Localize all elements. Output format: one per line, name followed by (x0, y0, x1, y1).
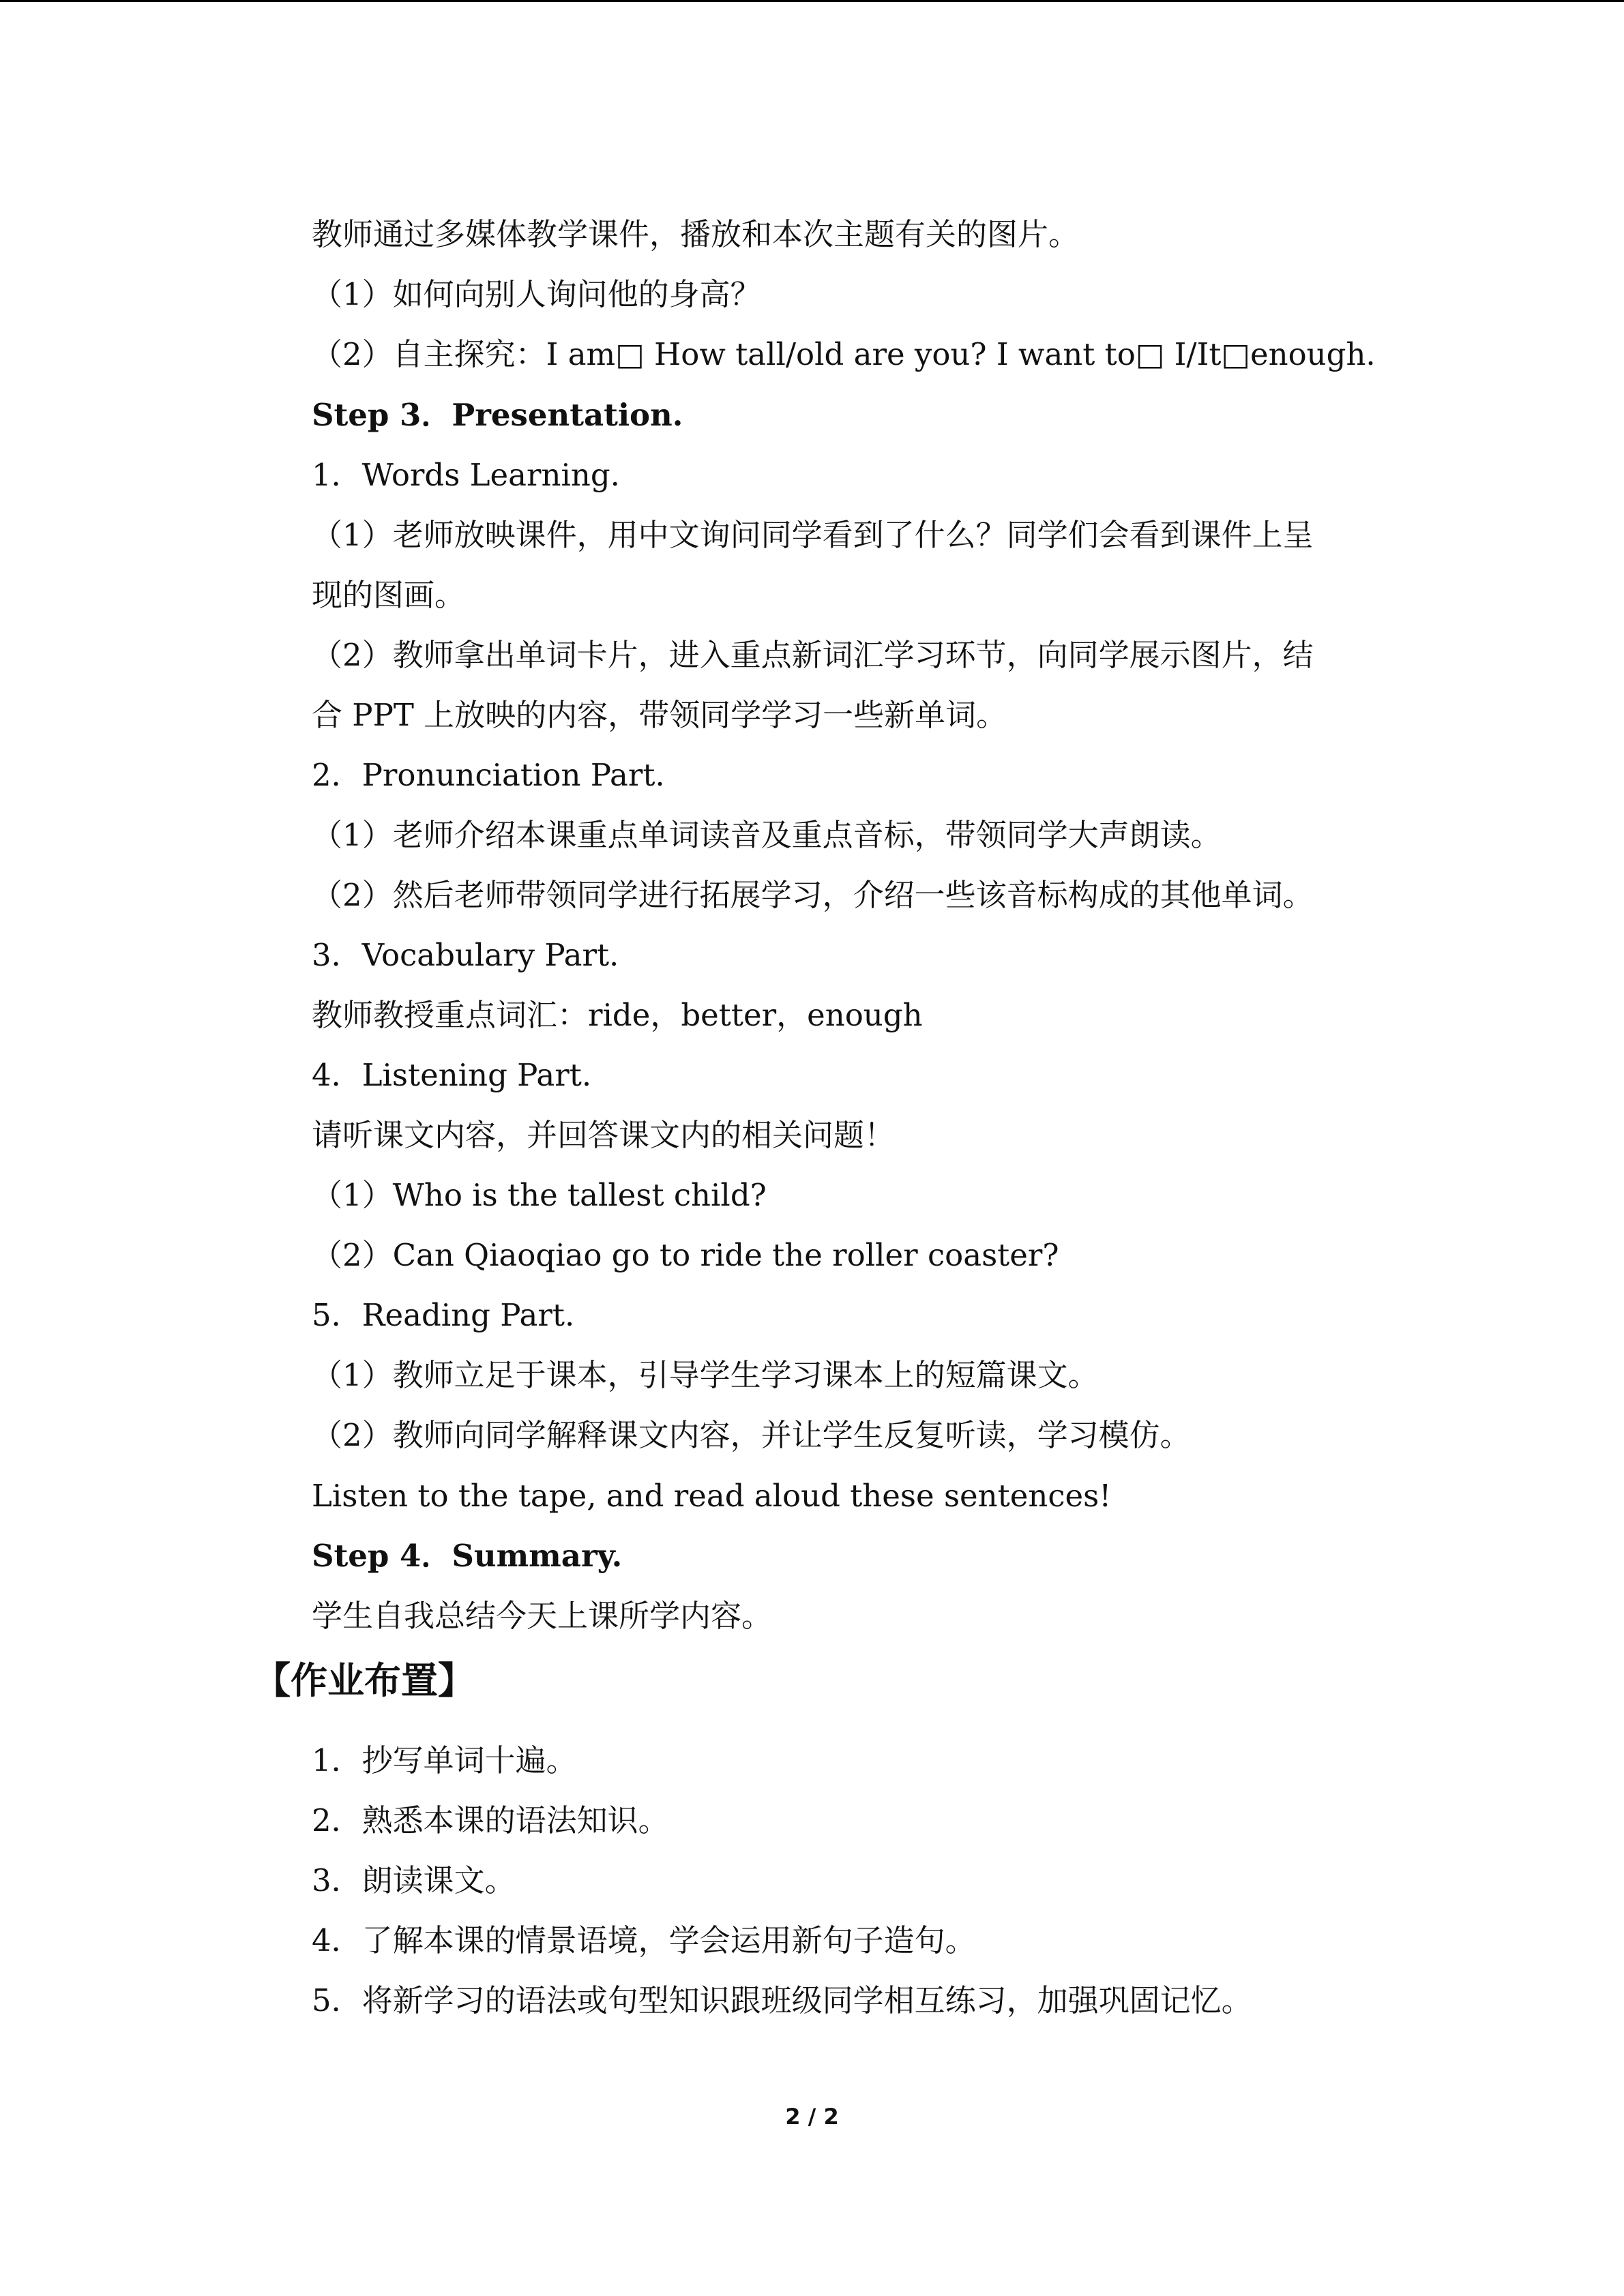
homework-item: 3．朗读课文。 (312, 1862, 516, 1898)
page-top-border (0, 0, 1624, 2)
homework-item: 5．将新学习的语法或句型知识跟班级同学相互练习，加强巩固记忆。 (312, 1982, 1252, 2018)
text-line: 5．Reading Part. (312, 1297, 575, 1333)
text-line: （2）然后老师带领同学进行拓展学习，介绍一些该音标构成的其他单词。 (312, 877, 1314, 913)
text-line: 合 PPT 上放映的内容，带领同学学习一些新单词。 (312, 697, 1007, 733)
page-number: 2 / 2 (785, 2104, 839, 2130)
text-line: （1）教师立足于课本，引导学生学习课本上的短篇课文。 (312, 1357, 1099, 1393)
text-line: 现的图画。 (312, 577, 466, 613)
text-line: （1）老师放映课件，用中文询问同学看到了什么？同学们会看到课件上呈 (312, 517, 1314, 553)
text-line: （2）Can Qiaoqiao go to ride the roller coaster? (312, 1237, 1059, 1273)
text-line: 2．Pronunciation Part. (312, 757, 665, 793)
homework-item: 1．抄写单词十遍。 (312, 1742, 577, 1778)
text-line: 教师教授重点词汇：ride，better，enough (312, 997, 923, 1033)
text-line: 请听课文内容，并回答课文内的相关问题！ (312, 1117, 896, 1153)
homework-item: 4．了解本课的情景语境，学会运用新句子造句。 (312, 1922, 976, 1958)
text-line: Listen to the tape, and read aloud these sentences! (312, 1478, 1112, 1514)
text-line: （2）教师向同学解释课文内容，并让学生反复听读，学习模仿。 (312, 1417, 1191, 1453)
text-line: （1）老师介绍本课重点单词读音及重点音标，带领同学大声朗读。 (312, 817, 1222, 853)
text-line: 3．Vocabulary Part. (312, 937, 619, 973)
text-line: （2）自主探究：I am□ How tall/old are you? I want to□ I/It□enough. (312, 336, 1376, 372)
text-line: 教师通过多媒体教学课件，播放和本次主题有关的图片。 (312, 216, 1080, 252)
text-line: 学生自我总结今天上课所学内容。 (312, 1598, 773, 1634)
text-line: （2）教师拿出单词卡片，进入重点新词汇学习环节，向同学展示图片，结 (312, 637, 1314, 673)
step-heading: Step 4．Summary. (312, 1538, 623, 1574)
text-line: （1）如何向别人询问他的身高？ (312, 276, 761, 312)
text-line: 1．Words Learning. (312, 457, 620, 493)
text-line: 4．Listening Part. (312, 1057, 592, 1093)
text-line: （1）Who is the tallest child? (312, 1177, 767, 1213)
homework-heading: 【作业布置】 (254, 1659, 475, 1702)
step-heading: Step 3．Presentation. (312, 397, 683, 433)
homework-item: 2．熟悉本课的语法知识。 (312, 1802, 669, 1838)
